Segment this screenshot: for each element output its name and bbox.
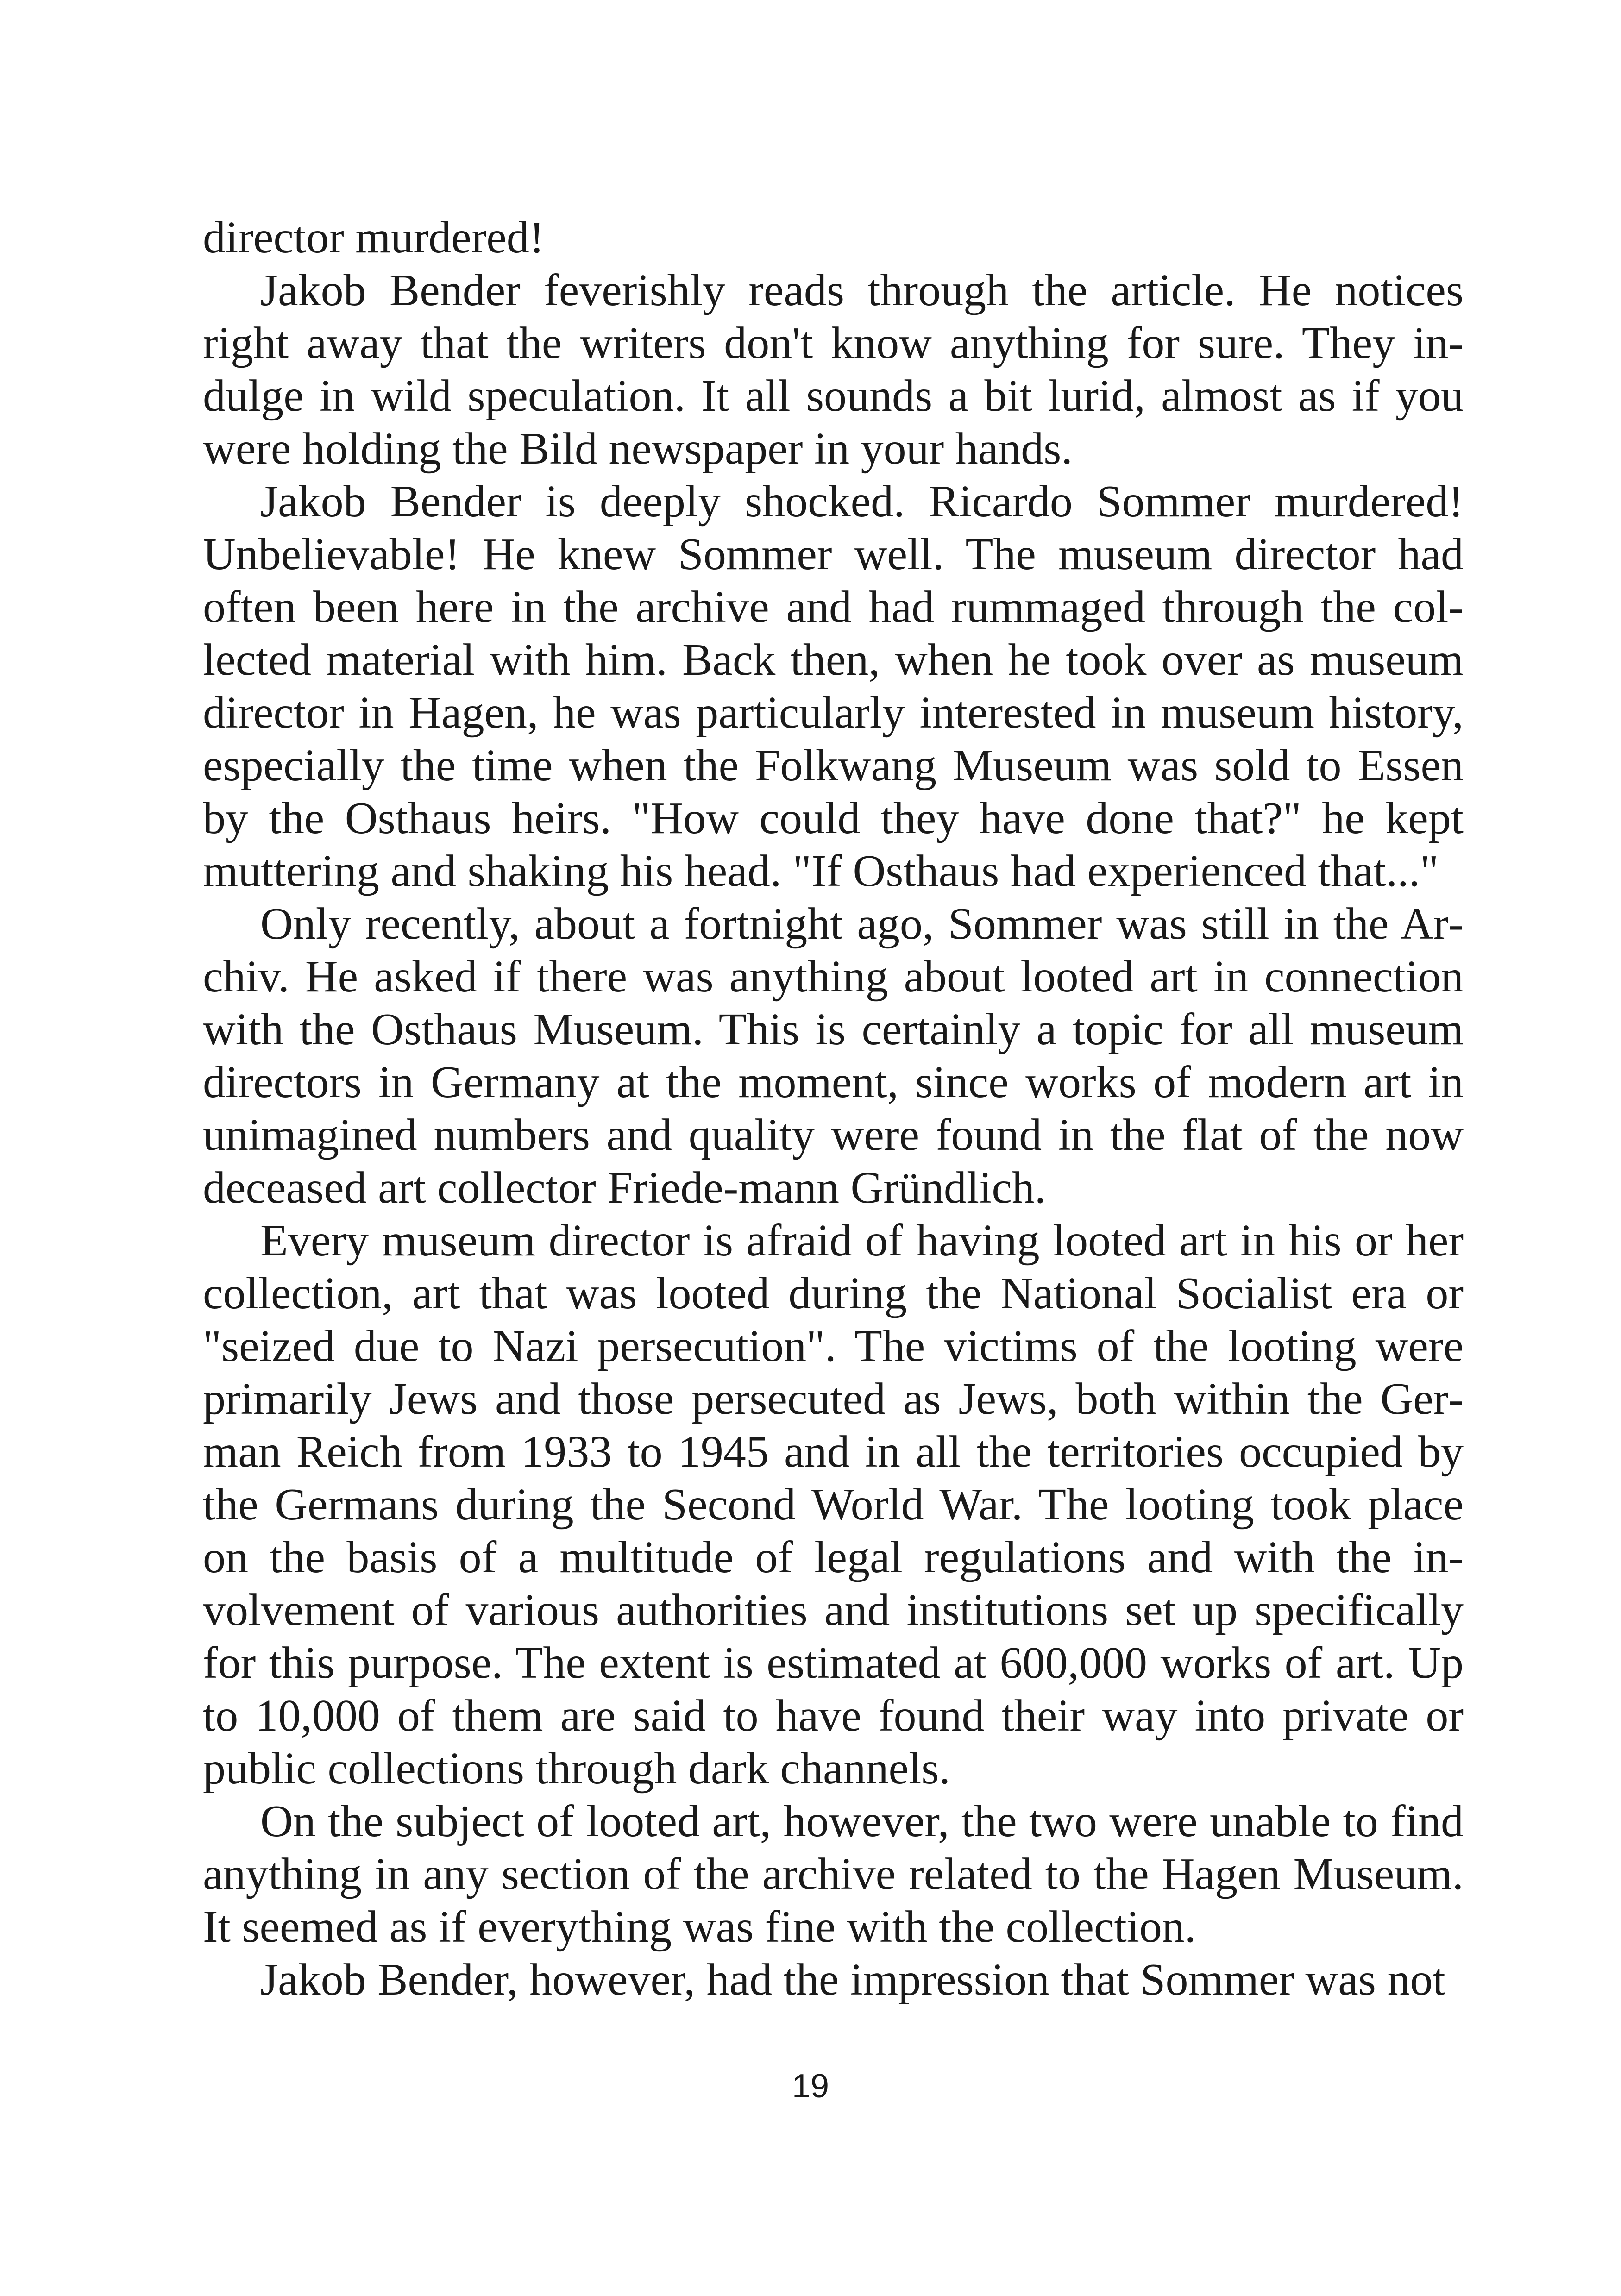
paragraph: On the subject of looted art, however, the two were unable to find anything in any section of the archive related to the Hagen Museum. It seemed as if everything was fine with the collection.: [203, 1796, 1464, 1952]
paragraph: Only recently, about a fortnight ago, Sommer was still in the Archiv. He asked if there was anything about looted art in connection with the Osthaus Museum. This is certainly a topic for all museum directors in Germany at the moment, since works of modern art in unimagined numbers and quality were found in the flat of the now deceased art collector Friede-mann Gründlich.: [203, 899, 1464, 1213]
paragraph-continued: director murdered!: [203, 213, 545, 263]
page-number: 19: [792, 2068, 829, 2105]
paragraph: Every museum director is afraid of having looted art in his or her collection, art that was looted during the National Socialist era or "seized due to Nazi persecution". The victims of the looting were primarily Jews and those persecuted as Jews, both within the German Reich from 1933 to 1945 and in all the territories occupied by the Germans during the Second World War. The looting took place on the basis of a multitude of legal regulations and with the involvement of various authorities and institutions set up specifically for this purpose. The extent is estimated at 600,000 works of art. Up to 10,000 of them are said to have found their way into private or public collections through dark channels.: [203, 1216, 1464, 1794]
paragraph: Jakob Bender is deeply shocked. Ricardo Sommer murdered! Unbelievable! He knew Sommer well. The museum director had often been here in the archive and had rummaged through the collected material with him. Back then, when he took over as museum director in Hagen, he was particularly interested in museum history, especially the time when the Folkwang Museum was sold to Essen by the Osthaus heirs. "How could they have done that?" he kept muttering and shaking his head. "If Osthaus had experienced that...": [203, 477, 1464, 896]
body-text: [203, 211, 1464, 2006]
paragraph: Jakob Bender feverishly reads through the article. He notices right away that the writers don't know anything for sure. They indulge in wild speculation. It all sounds a bit lurid, almost as if you were holding the Bild newspaper in your hands.: [203, 265, 1464, 474]
paragraph-last: Jakob Bender, however, had the impression that Sommer was not: [260, 1955, 1445, 2005]
